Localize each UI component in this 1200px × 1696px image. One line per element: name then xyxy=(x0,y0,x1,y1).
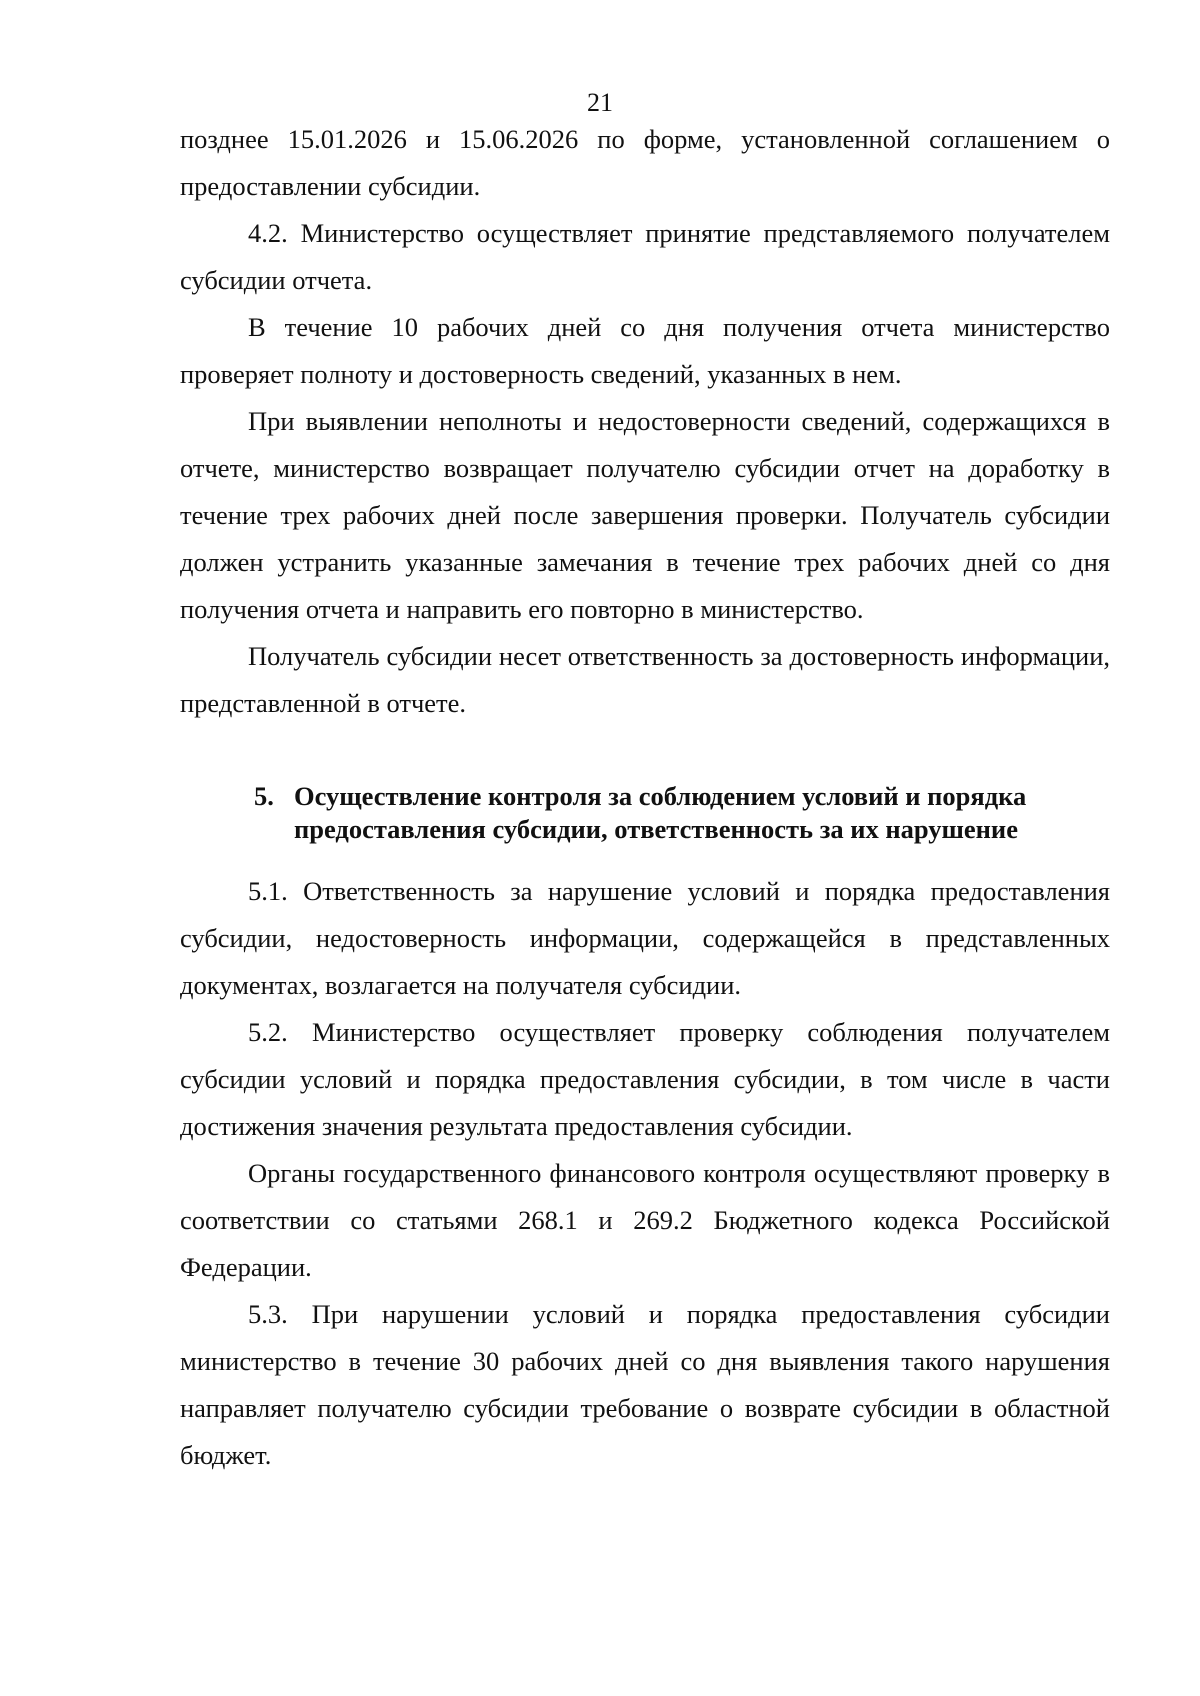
page-number: 21 xyxy=(587,88,613,117)
section-5-title: Осуществление контроля за соблюдением условий и порядка предоставления субсидии, ответственность за их нарушение xyxy=(294,781,1027,844)
paragraph-5-3: 5.3. При нарушении условий и порядка предоставления субсидии министерство в течение 30 рабочих дней со дня выявления такого нарушения направляет получателю субсидии требование о возврате субсидии в областной бюджет. xyxy=(180,1299,1110,1470)
paragraph-5-2: 5.2. Министерство осуществляет проверку соблюдения получателем субсидии условий и порядка предоставления субсидии, в том числе в части достижения значения результата предоставления субсидии. xyxy=(180,1017,1110,1141)
section-5-heading xyxy=(180,780,1110,846)
paragraph-continuation: позднее 15.01.2026 и 15.06.2026 по форме, установленной соглашением о предоставлении субсидии. xyxy=(180,124,1110,201)
paragraph-5-1: 5.1. Ответственность за нарушение условий и порядка предоставления субсидии, недостоверность информации, содержащейся в представленных документах, возлагается на получателя субсидии. xyxy=(180,876,1110,1000)
paragraph-4-2: 4.2. Министерство осуществляет принятие представляемого получателем субсидии отчета. xyxy=(180,218,1110,295)
paragraph-report-return: При выявлении неполноты и недостоверности сведений, содержащихся в отчете, министерство возвращает получателю субсидии отчет на доработку в течение трех рабочих дней после завершения проверки. Получатель субсидии должен устранить указанные замечания в течение трех рабочих дней со дня получения отчета и направить его повторно в министерство. xyxy=(180,406,1110,624)
section-5-number: 5. xyxy=(254,781,274,811)
paragraph-responsibility: Получатель субсидии несет ответственность за достоверность информации, представленной в отчете. xyxy=(180,641,1110,718)
paragraph-financial-control: Органы государственного финансового контроля осуществляют проверку в соответствии со статьями 268.1 и 269.2 Бюджетного кодекса Российской Федерации. xyxy=(180,1158,1110,1282)
document-body xyxy=(180,116,1110,1479)
paragraph-report-check: В течение 10 рабочих дней со дня получения отчета министерство проверяет полноту и достоверность сведений, указанных в нем. xyxy=(180,312,1110,389)
